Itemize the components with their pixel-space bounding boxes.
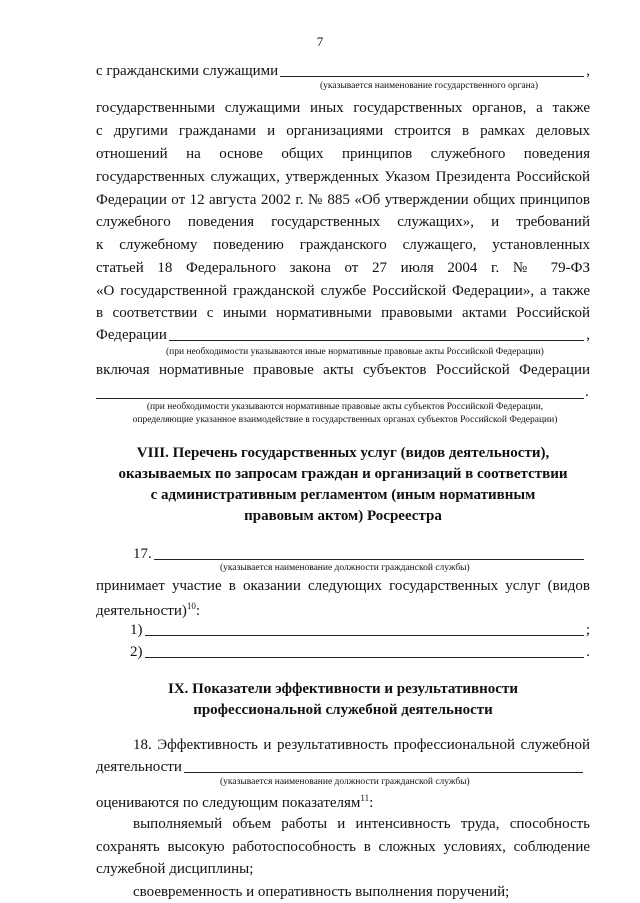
hint-position-18: (указывается наименование должности гражданской службы): [220, 777, 470, 787]
list-item-1: 1) ;: [130, 622, 590, 638]
line-participates-1: принимает участие в оказании следующих государственных услуг (видов: [96, 578, 590, 594]
blank-subject-acts: [96, 398, 584, 399]
blank-state-body: [280, 76, 584, 77]
line-including: включая нормативные правовые акты субъектов Российской Федерации: [96, 362, 590, 378]
line-participates-2: деятельности)$^{10}$:: [96, 601, 201, 619]
blank-position-17: [154, 559, 584, 560]
line-federation: Федерации ,: [96, 327, 590, 343]
line-civil-servants: с гражданскими служащими ,: [96, 63, 590, 79]
hint-subject-acts-1: (при необходимости указываются нормативные правовые акты субъектов Российской Федерации,: [146, 402, 544, 412]
hint-position-17: (указывается наименование должности гражданской службы): [220, 563, 470, 573]
list-item-2: 2) .: [130, 644, 590, 660]
hint-state-body: (указывается наименование государственного органа): [320, 81, 539, 91]
line-evaluated: оцениваются по следующим показателям$^{11}$:: [96, 793, 374, 811]
line-item-17: 17.: [133, 545, 586, 563]
hint-federal-acts: (при необходимости указываются иные нормативные правовые акты Российской Федерации): [166, 347, 544, 357]
document-page: 7 с гражданскими служащими , (указывается наименование государственного органа) государственными служащими иных государственных органов, а также с другими гражданами и организациями строится в рамках деловых отношений на основе общих принципов служебного поведения государственных служащих, утвержденных Указом Президента Российской Федерации от 12 августа 2002 г. № 885 «Об утверждении общих принципов служебного поведения государственных служащих», и требований к служебному поведению гражданского служащего, установленных статьей 18 Федерального закона от 27 июля 2004 г. № 79-ФЗ «О государственной гражданской службе Российской Федерации», а также в соответствии с иными нормативными правовыми актами Российской Федерации , (при необходимости указываются иные нормативные правовые акты Российской Федерации) включая нормативные правовые акты субъектов Российской Федерации . (при необходимости указываются нормативные правовые акты субъектов Российской Федерации, определяющие указанное взаимодействие в государственных органах субъектов Российской Федерации) VIII. Перечень государственных услуг (видов деятельности), оказываемых по запросам граждан и организаций в соответствии с административным регламентом (иным нормативным правовым актом) Росреестра 17. (указывается наименование должности гражданской службы) принимает участие в оказании следующих государственных услуг (видов деятельности)$^{10}$: 1) ; 2) . IX. Показатели эффективности и результативности профессиональной служебной деятельности 18. Эффективность и результативность профессиональной служебной деятельности (указывается наименование должности гражданской службы) оцениваются по следующим показателям$^{11}$: выполняемый объем работы и интенсивность труда, способность сохранять высокую работоспособность в сложных условиях, соблюдение служебной дисциплины; своевременность и оперативность выполнения поручений;: [0, 0, 640, 903]
blank-federal-acts: [169, 340, 584, 341]
line-item-18: 18. Эффективность и результативность профессиональной служебной: [133, 737, 590, 753]
hint-subject-acts-2: определяющие указанное взаимодействие в государственных органах субъектов Российской Федерации): [132, 415, 558, 425]
blank-position-18: [184, 772, 583, 773]
blank-service-1: [145, 635, 584, 636]
line-activity: деятельности: [96, 758, 585, 776]
blank-service-2: [145, 657, 585, 658]
page-number: 7: [316, 34, 324, 49]
